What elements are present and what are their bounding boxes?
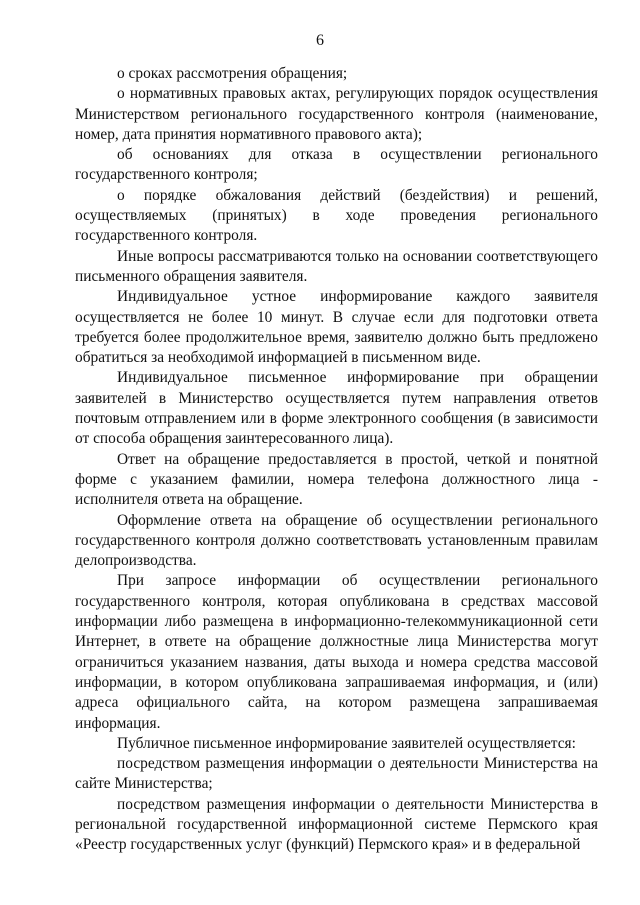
paragraph-7: Индивидуальное письменное информирование при обращении заявителей в Министерство осуществляется путем направления ответов почтовым отправлением или в форме электронного сообщения (в зависимости от способа обращения заинтересованного лица). — [75, 369, 598, 448]
paragraph-1: о сроках рассмотрения обращения; — [117, 65, 348, 82]
paragraph-9: Оформление ответа на обращение об осуществлении регионального государственного контроля должно соответствовать установленным правилам делопроизводства. — [75, 511, 598, 570]
paragraph-8: Ответ на обращение предоставляется в простой, четкой и понятной форме с указанием фамилии, номера телефона должностного лица - исполнителя ответа на обращение. — [75, 450, 598, 509]
paragraph-11: Публичное письменное информирование заявителей осуществляется: — [117, 734, 576, 752]
document-body — [75, 64, 598, 856]
page-number: 6 — [316, 32, 324, 49]
paragraph-3: об основаниях для отказа в осуществлении регионального государственного контроля; — [75, 146, 598, 184]
paragraph-10: При запросе информации об осуществлении регионального государственного контроля, которая опубликована в средствах массовой информации либо размещена в информационно-телекоммуникационной сети Интернет, в ответе на обращение должностные лица Министерства могут ограничиться указанием названия, даты выхода и номера средства массовой информации, в котором опубликована запрашиваемая информация, и (или) адреса официального сайта, на котором размещена запрашиваемая информация. — [75, 572, 598, 732]
paragraph-13: посредством размещения информации о деятельности Министерства в региональной государственной информационной системе Пермского края «Реестр государственных услуг (функций) Пермского края» и в федеральной — [75, 795, 598, 854]
paragraph-6: Индивидуальное устное информирование каждого заявителя осуществляется не более 10 минут. В случае если для подготовки ответа требуется более продолжительное время, заявителю должно быть предложено обратиться за необходимой информацией в письменном виде. — [75, 288, 598, 367]
paragraph-5: Иные вопросы рассматриваются только на основании соответствующего письменного обращения заявителя. — [75, 247, 598, 285]
paragraph-2: о нормативных правовых актах, регулирующих порядок осуществления Министерством регионального государственного контроля (наименование, номер, дата принятия нормативного правового акта); — [75, 85, 598, 143]
paragraph-12: посредством размещения информации о деятельности Министерства на сайте Министерства; — [75, 755, 598, 793]
paragraph-4: о порядке обжалования действий (бездействия) и решений, осуществляемых (принятых) в ходе проведения регионального государственного контроля. — [75, 186, 598, 245]
